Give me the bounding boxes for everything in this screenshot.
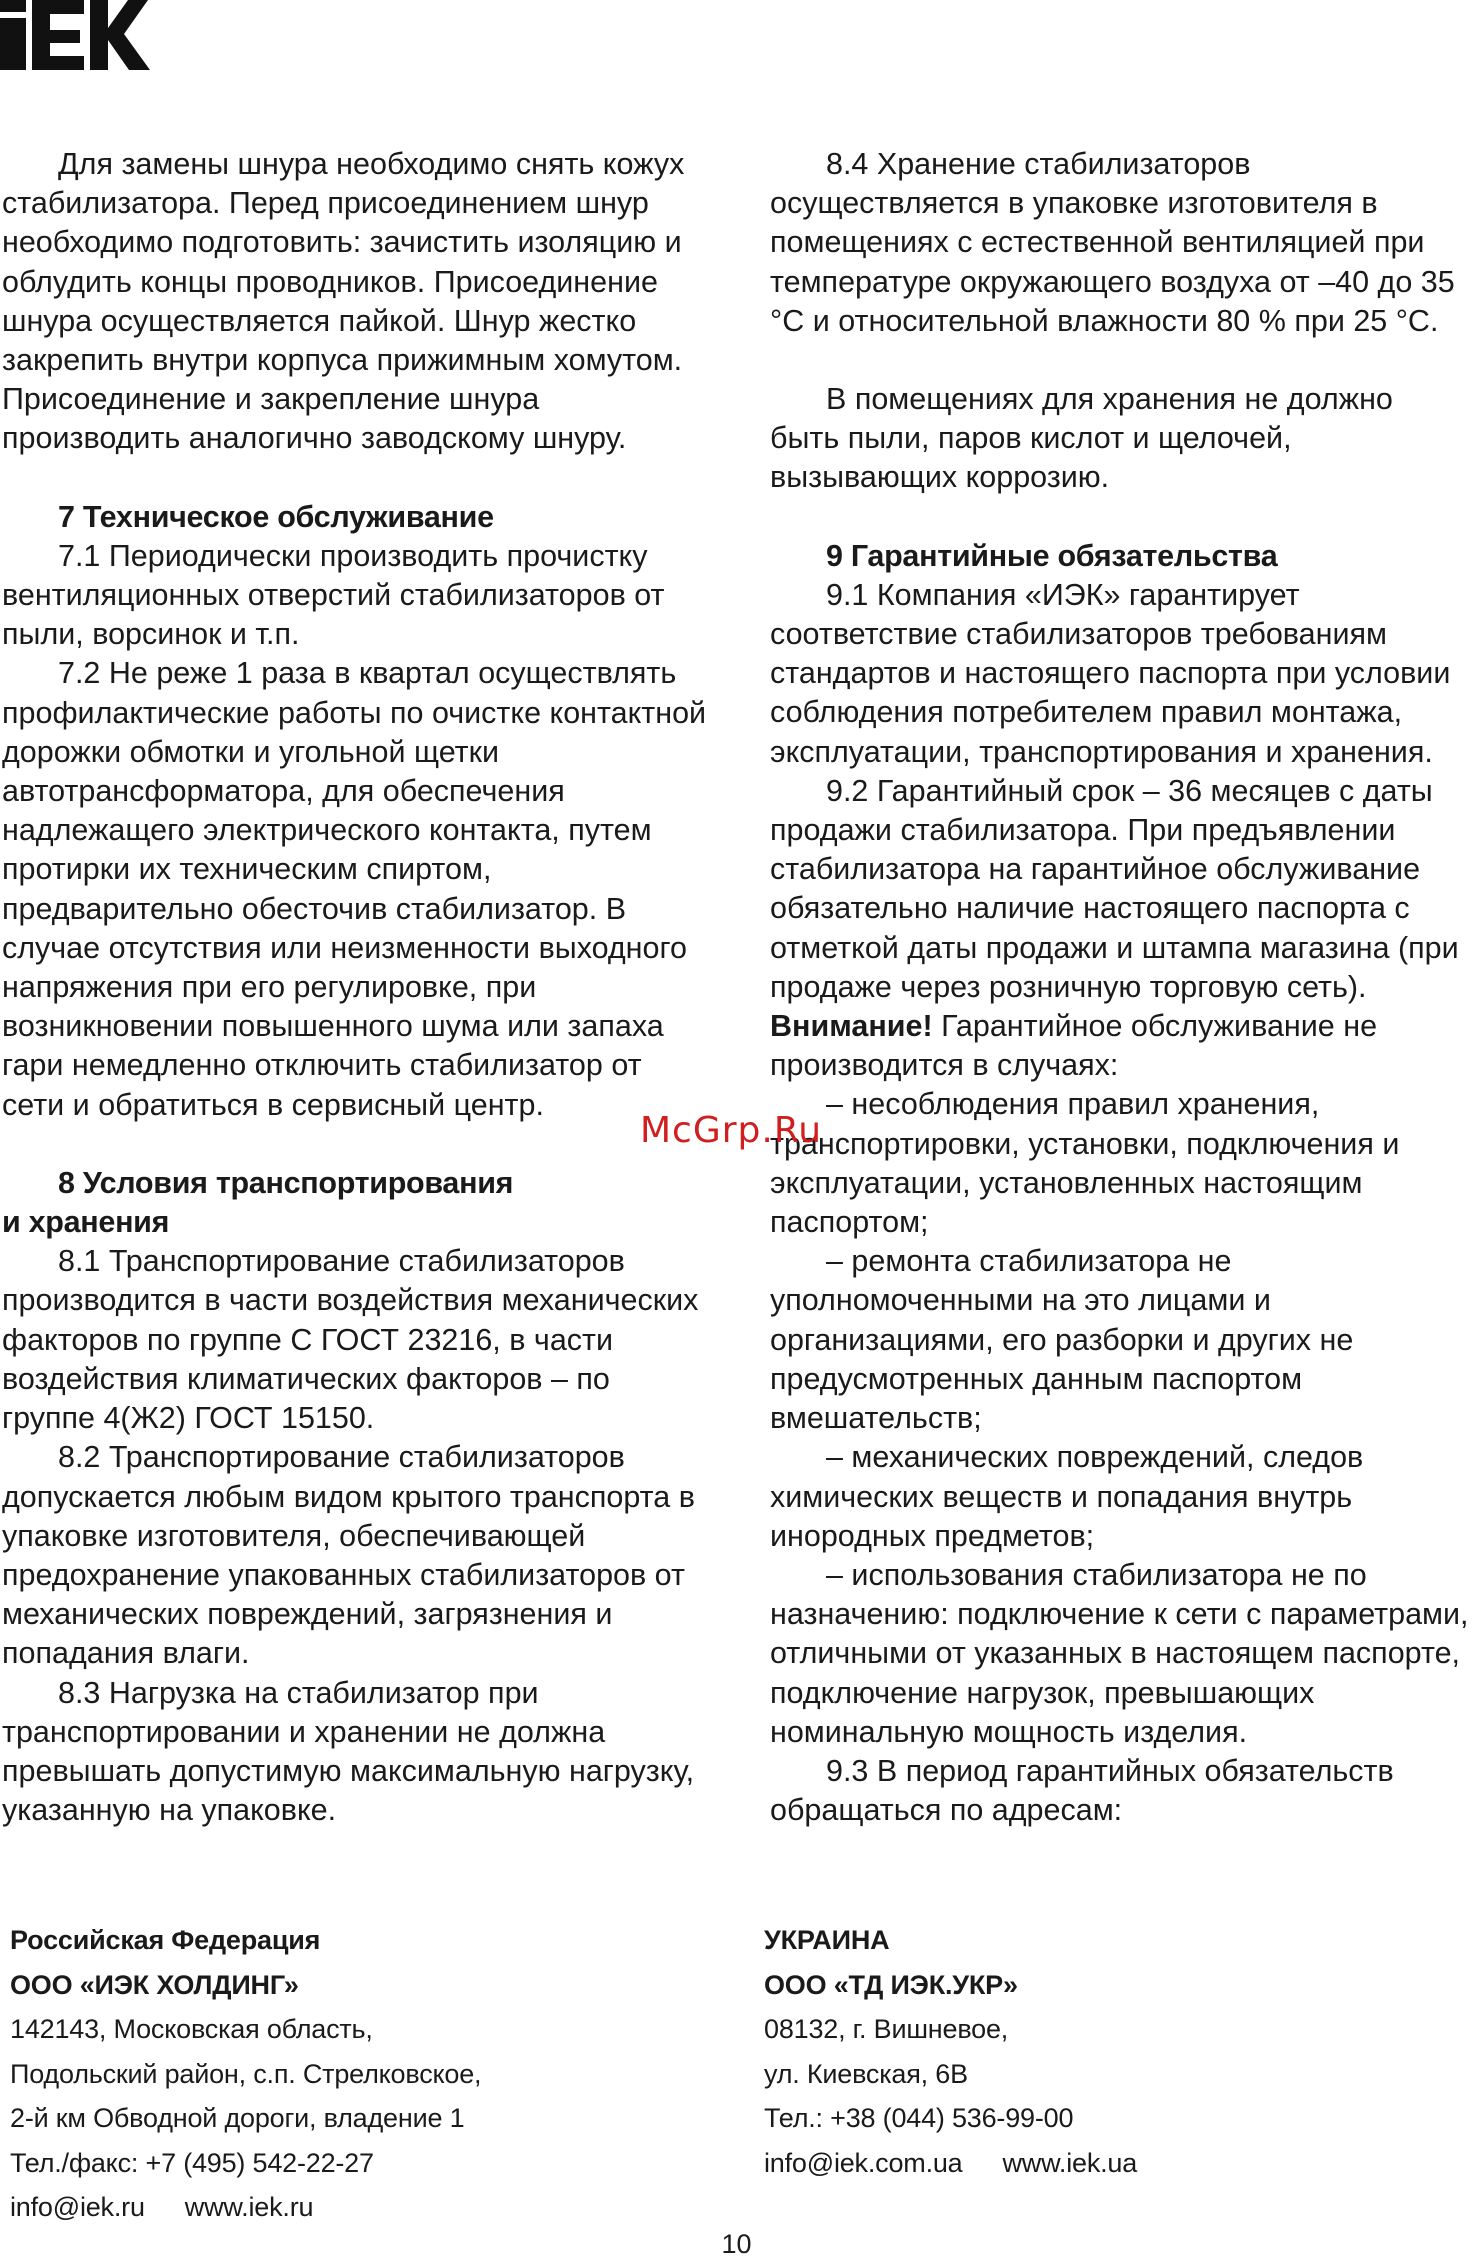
right-column xyxy=(770,145,1470,1830)
exclusion-4: – использования стабилизатора не по назначению: подключение к сети с параметрами, отличными от указанных в настоящем паспорте, подключение нагрузок, превышающих номинальную мощность изделия. xyxy=(770,1557,1469,1749)
section-9-1: 9.1 Компания «ИЭК» гарантирует соответствие стабилизаторов требованиям стандартов и настоящего паспорта при условии соблюдения потребителем правил монтажа, эксплуатации, транспортирования и хранения. xyxy=(770,577,1451,769)
section-7-title: 7 Техническое обслуживание xyxy=(58,499,494,534)
address-ru-contacts xyxy=(10,2185,481,2230)
address-ru-line2: Подольский район, с.п. Стрелковское, xyxy=(10,2058,482,2089)
watermark: McGrp.Ru xyxy=(640,1110,823,1151)
exclusion-3: – механических повреждений, следов химических веществ и попадания внутрь инородных предметов; xyxy=(770,1440,1364,1553)
iek-logo xyxy=(0,0,150,72)
address-ua-phone: Тел.: +38 (044) 536-99-00 xyxy=(764,2103,1074,2133)
section-8-1: 8.1 Транспортирование стабилизаторов производится в части воздействия механических факторов по группе С ГОСТ 23216, в части воздействия климатических факторов – по группе 4(Ж2) ГОСТ 15150. xyxy=(2,1244,699,1436)
address-ua-email[interactable]: info@iek.com.ua xyxy=(764,2147,963,2178)
warning-paragraph xyxy=(770,1007,1470,1085)
section-7-1: 7.1 Периодически производить прочистку вентиляционных отверстий стабилизаторов от пыли, ворсинок и т.п. xyxy=(2,538,665,652)
exclusion-1: – несоблюдения правил хранения, транспортировки, установки, подключения и эксплуатации, установленных настоящим паспортом; xyxy=(770,1087,1400,1240)
page-number: 10 xyxy=(721,2229,752,2259)
address-russia xyxy=(10,1918,481,2230)
section-8-title-line2: и хранения xyxy=(2,1205,170,1240)
section-8-4-storage: В помещениях для хранения не должно быть пыли, паров кислот и щелочей, вызывающих коррозию. xyxy=(770,382,1393,495)
address-ua-company: ООО «ТД ИЭК.УКР» xyxy=(764,1969,1018,2000)
address-ru-email[interactable]: info@iek.ru xyxy=(10,2192,145,2222)
section-9-title: 9 Гарантийные обязательства xyxy=(826,538,1278,573)
address-ua-contacts xyxy=(764,2141,1137,2186)
address-ru-country: Российская Федерация xyxy=(10,1925,321,1955)
section-7-2: 7.2 Не реже 1 раза в квартал осуществлять профилактические работы по очистке контактной дорожки обмотки и угольной щетки автотрансформатора, для обеспечения надлежащего электрического контакта, путем протирки их техническим спиртом, предварительно обесточив стабилизатор. В случае отсутствия или неизменности выходного напряжения при его регулировке, при возникновении повышенного шума или запаха гари немедленно отключить стабилизатор от сети и обратиться в сервисный центр. xyxy=(2,656,707,1122)
address-ukraine xyxy=(764,1918,1137,2185)
address-ru-line1: 142143, Московская область, xyxy=(10,2014,373,2044)
address-ua-line2: ул. Киевская, 6В xyxy=(764,2058,968,2089)
section-8-title xyxy=(2,1164,707,1203)
warning-text: Гарантийное обслуживание не производится в случаях: xyxy=(770,1009,1378,1083)
address-ua-line1: 08132, г. Вишневое, xyxy=(764,2014,1009,2044)
warning-label: Внимание! xyxy=(770,1009,933,1044)
intro-paragraph: Для замены шнура необходимо снять кожух стабилизатора. Перед присоединением шнур необходимо подготовить: зачистить изоляцию и облудить концы проводников. Присоединение шнура осуществляется пайкой. Шнур жестко закрепить внутри корпуса прижимным хомутом. Присоединение и закрепление шнура производить аналогично заводскому шнуру. xyxy=(2,147,685,456)
section-8-title-line1: 8 Условия транспортирования xyxy=(58,1165,514,1200)
address-ru-phone: Тел./факс: +7 (495) 542-22-27 xyxy=(10,2147,374,2178)
section-8-2: 8.2 Транспортирование стабилизаторов допускается любым видом крытого транспорта в упаковке изготовителя, обеспечивающей предохранение упакованных стабилизаторов от механических повреждений, загрязнения и попадания влаги. xyxy=(2,1440,695,1671)
section-9-2: 9.2 Гарантийный срок – 36 месяцев с даты продажи стабилизатора. При предъявлении стабилизатора на гарантийное обслуживание обязательно наличие настоящего паспорта с отметкой даты продажи и штампа магазина (при продаже через розничную торговую сеть). xyxy=(770,773,1459,1004)
left-column xyxy=(2,145,707,1830)
section-8-4: 8.4 Хранение стабилизаторов осуществляется в упаковке изготовителя в помещениях с естественной вентиляцией при температуре окружающего воздуха от –40 до 35 °С и относительной влажности 80 % при 25 °С. xyxy=(770,147,1455,338)
address-ua-country: УКРАИНА xyxy=(764,1925,890,1955)
address-ru-company: ООО «ИЭК ХОЛДИНГ» xyxy=(10,1969,299,2000)
exclusion-2: – ремонта стабилизатора не уполномоченными на это лицами и организациями, его разборки и других не предусмотренных данным паспортом вмешательств; xyxy=(770,1244,1354,1436)
section-9-3: 9.3 В период гарантийных обязательств обращаться по адресам: xyxy=(770,1753,1394,1828)
address-ru-line3: 2-й км Обводной дороги, владение 1 xyxy=(10,2103,465,2133)
section-8-3: 8.3 Нагрузка на стабилизатор при транспортировании и хранении не должна превышать допустимую максимальную нагрузку, указанную на упаковке. xyxy=(2,1675,695,1828)
address-ru-web[interactable]: www.iek.ru xyxy=(184,2192,314,2222)
address-ua-web[interactable]: www.iek.ua xyxy=(1002,2147,1138,2178)
